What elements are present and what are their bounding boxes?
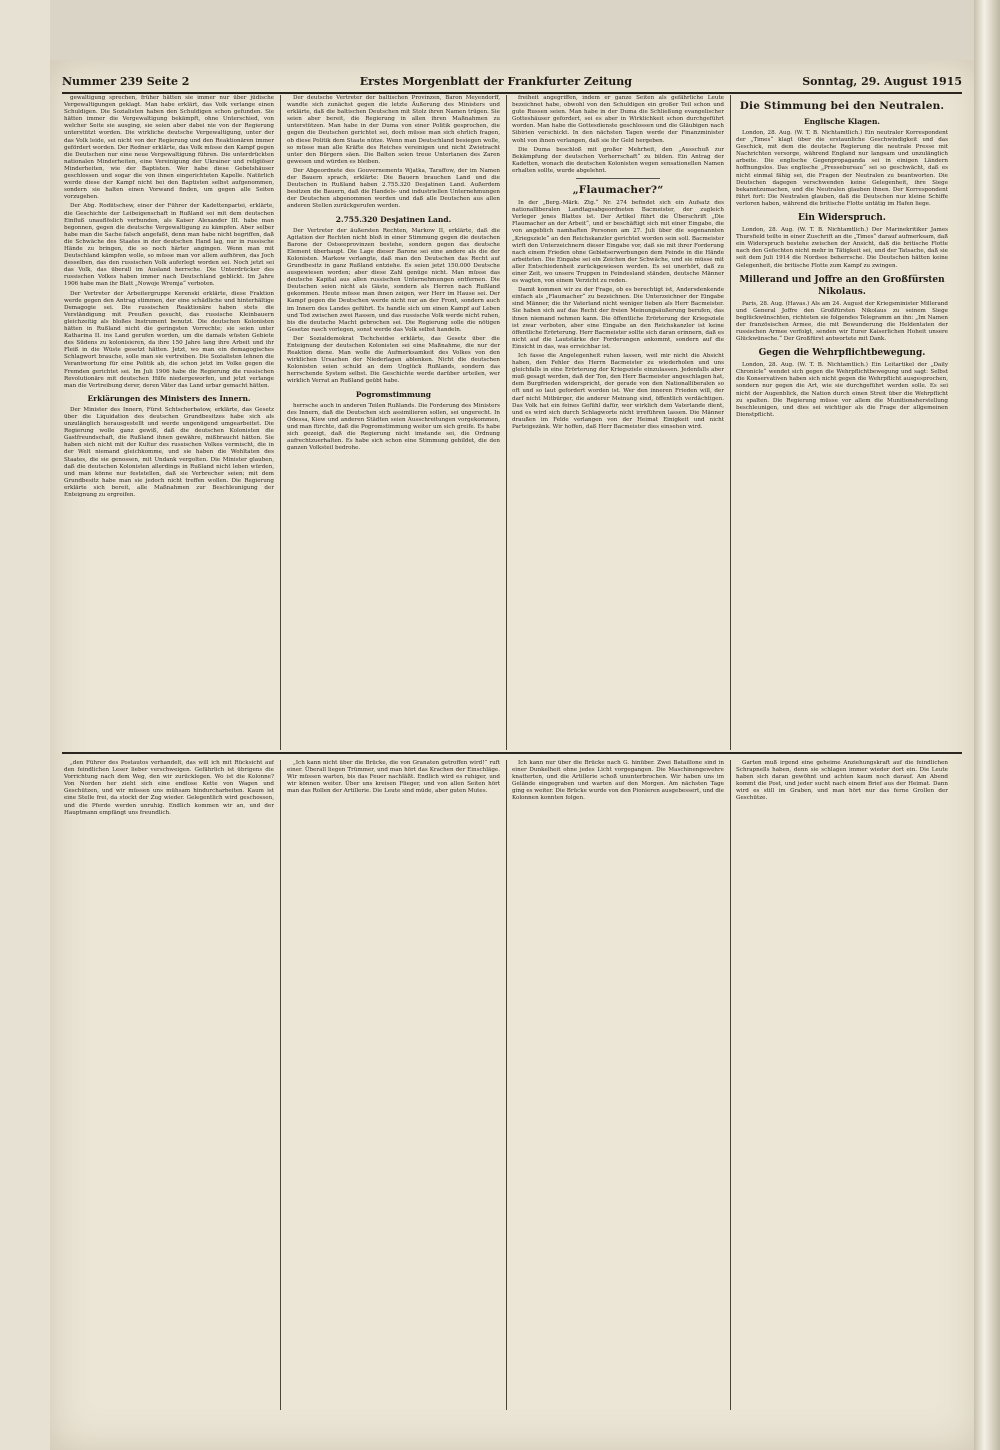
- paragraph: Paris, 28. Aug. (Havas.) Als am 24. August der Kriegsminister Millerand und General Joffre den Großfürsten Nikolaus zu seinem Siege beglückwünschten, richteten sie folgendes Telegramm an ihn: „Im Namen der französischen Armee, die mit Bewunderung die Heldentaten der russischen Armee verfolgt, senden wir Eurer Kaiserlichen Hoheit unsere Glückwünsche.“ Der Großfürst antwortete mit Dank.: [736, 300, 948, 343]
- column-rule: [730, 95, 731, 750]
- paragraph: Der deutsche Vertreter der baltischen Provinzen, Baron Meyendorff, wandte sich zunächst gegen die letzte Äußerung des Ministers und erklärte, daß die baltischen Deutschen mit Stolz ihren Namen trügen. Sie seien aber bereit, die Regierung in allen ihren Maßnahmen zu unterstützen. Man habe in der Duma von einer Politik gesprochen, die gegen die Deutschen gerichtet sei, doch müsse man sich ehrlich fragen, ob diese Politik dem Staate nütze. Wenn man Deutschland besiegen wolle, so müsse man alle Kräfte des Reiches vereinigen und nicht Zwietracht unter den Bürgern säen. Die Balten seien treue Untertanen des Zaren gewesen und würden es bleiben.: [287, 95, 500, 165]
- book-spine: [974, 0, 1000, 1450]
- column-4: [736, 95, 948, 745]
- heading-widerspruch: Ein Widerspruch.: [798, 213, 886, 224]
- issue-date: Sonntag, 29. August 1915: [802, 74, 962, 88]
- lower-column-1: [64, 760, 274, 1410]
- masthead: [62, 70, 962, 94]
- paragraph: Der Abg. Rodiitschew, einer der Führer der Kadettenpartei, erklärte, die Geschichte der Leibeigenschaft in Rußland sei mit dem deutschen Einfluß unauflöslich verbunden, als Kaiser Alexander III. habe man begonnen, gegen die deutsche Vergewaltigung zu kämpfen. Aber selber habe man die Sache falsch angefaßt, denn man habe nicht begriffen, daß die Schwäche des Staates in der deutschen Hand lag, nur in russische Hände zu bringen, die so noch härter angingen. Wenn man mit Deutschland kämpfen wolle, so müsse man vor allem aufhören, das Joch desselben, das den russischen Volk auferlegt worden sei. Noch jetzt sei das Volk, das überall im Ausland herrsche. Die Unterdrücker des russischen Volkes haben immer nach Deutschland geblickt. Im Jahre 1906 habe man ihr Blatt „Nowoje Wremja“ verboten.: [64, 203, 274, 288]
- page-margin-left: [0, 0, 50, 1450]
- paragraph: freiheit angegriffen, indem er ganze Seiten als gefährliche Leute bezeichnet habe, obwohl von den Schuldigen ein großer Teil schon und gute Russen seien. Man habe in der Duma die Schließung evangelischer Gotteshäuser gefordert, sei es aber in Wirklichkeit schon durchgeführt worden. Man habe die Gottesdienste geschlossen und die Gläubigen nach Sibirien verschickt. In den nächsten Tagen werde der Finanzminister wohl von ihnen verlangen, daß sie ihr Geld hergeben.: [512, 95, 724, 144]
- paragraph: Ich fasse die Angelegenheit ruhen lassen, weil mir nicht die Absicht haben, den Fehler des Herrn Bacmeister zu wiederholen und uns gleichfalls in eine Erörterung der Kriegsziele einzulassen. Jedenfalls aber muß gesagt werden, daß der Ton, den Herr Bacmeister angeschlagen hat, dem Burgfrieden widerspricht, der gerade von den Nationalliberalen so oft und so laut gefordert worden ist. Wer den inneren Frieden will, der darf nicht Mitbürger, die anderer Meinung sind, öffentlich verdächtigen. Das Volk hat ein feines Gefühl dafür, wer wirklich dem Vaterlande dient, und es wird sich durch Schlagworte nicht irreführen lassen. Die Männer draußen im Felde verlangen von der Heimat Einigkeit und nicht Parteigezänk. Wir hoffen, daß Herr Bacmeister dies einsehen wird.: [512, 353, 724, 430]
- paragraph: Der Sozialdemokrat Tschcheidse erklärte, das Gesetz über die Enteignung der deutschen Kolonisten sei eine Maßnahme, die nur der Reaktion diene. Man wolle die Aufmerksamkeit des Volkes von den wirklichen Ursachen der Niederlagen ablenken. Nicht die deutschen Kolonisten seien schuld an dem Unglück Rußlands, sondern das herrschende System selbst. Die Geschichte werde darüber urteilen, wer wirklich Verrat an Rußland geübt habe.: [287, 335, 500, 385]
- column-3: [512, 95, 724, 745]
- paragraph: Der Abgeordnete des Gouvernements Wjatka, Taraffow, der im Namen der Bauern sprach, erklärte: Die Bauern brauchen Land und die Deutschen in Rußland haben 2.755.320 Desjatinen Land. Außerdem besitzen die Bauern, daß die Handels- und industriellen Unternehmungen der Deutschen abgenommen werden und daß alle Deutschen aus allen anderen Stellen zurückgerufen werden.: [287, 167, 500, 210]
- paragraph: Ich kann nur über die Brücke nach G. hinüber. Zwei Bataillone sind in einer Dunkelheit ohne jedes Licht vorgegangen. Die Maschinengewehre knatterten, und die Artillerie schoß ununterbrochen. Wir haben uns im Gelände eingegraben und warten auf den Morgen. Am nächsten Tage ging es weiter. Die Brücke wurde von den Pionieren ausgebessert, und die Kolonnen konnten folgen.: [512, 760, 724, 802]
- paper-title: Erstes Morgenblatt der Frankfurter Zeitung: [359, 74, 632, 88]
- column-rule: [280, 760, 281, 1410]
- lower-column-3: [512, 760, 724, 1410]
- paragraph: „Ich kann nicht über die Brücke, die von Granaten getroffen wird!“ ruft einer. Überall liegen Trümmer, und man hört das Krachen der Einschläge. Wir müssen warten, bis das Feuer nachläßt. Endlich wird es ruhiger, und wir können weiter. Über uns kreisen Flieger, und von allen Seiten hört man das Rollen der Artillerie. Die Leute sind müde, aber guten Mutes.: [287, 760, 500, 795]
- paragraph: London, 28. Aug. (W. T. B. Nichtamtlich.) Der Marinekritiker James Thursfield teilte in einer Zuschrift an die „Times“ darauf aufmerksam, daß ein Widerspruch bestehe zwischen der Ansicht, daß die britische Flotte nach den Gefechten nicht mehr in Tätigkeit sei, und der Tatsache, daß sie seit dem Juli 1914 die Nordsee beherrsche. Die Deutschen hätten keine Gelegenheit, die britische Flotte zum Kampf zu zwingen.: [736, 227, 948, 269]
- paragraph: Die Duma beschloß mit großer Mehrheit, den „Ausschuß zur Bekämpfung der deutschen Vorherrschaft“ zu bilden. Ein Antrag der Kadetten, wonach die deutschen Kolonisten wegen sensationellen Namen erhalten sollte, wurde abgelehnt.: [512, 146, 724, 174]
- heading-land: 2.755.320 Desjatinen Land.: [335, 214, 452, 224]
- paragraph: London, 28. Aug. (W. T. B. Nichtamtlich.) Ein Leitartikel der „Daily Chronicle“ wendet sich gegen die Wehrpflichtbewegung und sagt: Selbst die Konservativen haben sich nicht gegen die Wehrpflicht ausgesprochen, sondern nur gegen die Art, wie sie durchgeführt werden solle. Es sei nicht der Augenblick, die Nation durch einen Streit über die Wehrpflicht zu spalten. Die Regierung müsse vor allem die Munitionsherstellung beschleunigen, und dies sei wichtiger als die Frage der allgemeinen Dienstpflicht.: [736, 362, 948, 418]
- paragraph: Der Vertreter der äußersten Rechten, Markow II, erklärte, daß die Agitation der Rechten nicht bloß in einer Stimmung gegen die deutschen Barone der Ostseeprovinzen bestehe, sondern gegen das deutsche Element überhaupt. Die Lage dieser Barone sei eine andere als die der Kolonisten. Markow verlangte, daß man den Deutschen das Recht auf Grundbesitz in ganz Rußland entziehe. Es seien jetzt 150.000 Deutsche ausgewiesen worden; aber diese Zahl genüge nicht. Man müsse das deutsche Kapital aus allen russischen Unternehmungen entfernen. Die Deutschen seien nicht als Gäste, sondern als Herren nach Rußland gekommen. Heute müsse man ihnen zeigen, wer Herr im Hause sei. Der Kampf gegen die Deutschen werde nicht nur an der Front, sondern auch im Innern des Landes geführt. Es handle sich um einen Kampf auf Leben und Tod zwischen zwei Rassen, und das russische Volk werde nicht ruhen, bis die deutsche Macht gebrochen sei. Die Regierung solle die nötigen Gesetze rasch vorlegen, sonst werde das Volk selbst handeln.: [287, 227, 500, 333]
- issue-number: Nummer 239 Seite 2: [62, 74, 190, 88]
- paragraph: London, 28. Aug. (W. T. B. Nichtamtlich.) Ein neutraler Korrespondent der „Times“ klagt über die erstaunliche Geschwindigkeit und das Geschick, mit dem die deutsche Regierung die neutrale Presse mit Nachrichten versorge, während England nur langsam und unzulänglich arbeite. Die englische Gegenpropaganda sei in einigen Ländern hoffnungslos. Das englische „Pressebureau“ sei so geschwächt, daß es nicht einmal fähig sei, die Fragen der Neutralen zu beantworten. Die Deutschen dagegen verschwenden keine Gelegenheit, ihre Siege bekanntzumachen, und die Neutralen glauben ihnen. Der Korrespondent führt fort: Die Neutralen glauben, daß die Deutschen nur kleine Schiffe verloren haben, während die britische Flotte untätig im Hafen liege.: [736, 130, 948, 207]
- paragraph: Damit kommen wir zu der Frage, ob es berechtigt ist, Andersdenkende einfach als „Flaumacher“ zu bezeichnen. Die Unterzeichner der Eingabe sind Männer, die ihr Vaterland nicht weniger lieben als Herr Bacmeister. Sie haben sich auf das Recht der freien Meinungsäußerung berufen, das ihnen niemand nehmen kann. Die öffentliche Erörterung der Kriegsziele ist zwar verboten, aber eine Eingabe an den Reichskanzler ist keine öffentliche Erörterung. Herr Bacmeister sollte sich daran erinnern, daß es nicht auf die Lautstärke der Forderungen ankommt, sondern auf die Einsicht in das, was erreichbar ist.: [512, 287, 724, 350]
- paragraph: „den Führer des Postautos verhandelt, das will ich mit Rücksicht auf den feindlichen Leser lieber verschweigen. Gefährlich ist übrigens die Vorrichtung nach dem Weg, den wir zurücklegen. Wo ist die Kolonne? Von Norden her zieht sich eine endlose Kette von Wagen und Geschützen, und wir müssen uns mühsam hindurcharbeiten. Kaum ist eine Stelle frei, da stockt der Zug wieder. Gelegentlich wird geschossen, und die Pferde werden unruhig. Endlich kommen wir an, und der Hauptmann empfängt uns freundlich.: [64, 760, 274, 816]
- heading-millerand: Millerand und Joffre an den Großfürsten Nikolaus.: [739, 274, 945, 297]
- paragraph: Garten muß irgend eine geheime Anziehungskraft auf die feindlichen Schrapnells haben, denn sie schlagen immer wieder dort ein. Die Leute haben sich daran gewöhnt und achten kaum noch darauf. Am Abend kommt die Post, und jeder sucht nach einem Brief aus der Heimat. Dann wird es still im Graben, und man hört nur das ferne Grollen der Geschütze.: [736, 760, 948, 802]
- column-rule: [280, 95, 281, 750]
- column-rule: [730, 760, 731, 1410]
- paragraph: herrsche auch in anderen Teilen Rußlands. Die Forderung des Ministers des Innern, daß die Deutschen sich assimilieren sollen, sei ungerecht. In Odessa, Kiew und anderen Städten seien Ausschreitungen vorgekommen, und man fürchte, daß die Pogromstimmung weiter um sich greife. Es habe sich gezeigt, daß die Regierung nicht imstande sei, die Ordnung aufrechtzuerhalten. Es habe sich schon eine Stimmung gebildet, die den ganzen Volksteil bedrohe.: [287, 402, 500, 452]
- heading-wehrpflicht: Gegen die Wehrpflichtbewegung.: [758, 348, 926, 359]
- heading-flaumacher: „Flaumacher?“: [572, 184, 664, 197]
- paragraph: Der Vertreter der Arbeitergruppe Kerenski erklärte, diese Fraktion werde gegen den Antrag stimmen, der eine schädliche und hinterhältige Demagogie sei. Die russischen Reaktionäre haben stets die Verständigung mit Preußen gesucht, das russische Kleinbauern gleichzeitig als bloßes Instrument benutzt. Die deutschen Kolonisten hätten in Rußland nicht die geringsten Vorrechte; sie seien unter Katharina II. ins Land gerufen worden, um die damals wüsten Gebiete des Südens zu kolonisieren, da ihre 150 Jahre lang ihre Arbeit und ihr Fleiß in die Wüste gesetzt hätten. Jetzt, wo man ein demagogisches Schlagwort brauche, solle man sie vertreiben. Die Sozialisten lehnen die Verantwortung für eine Politik ab, die schon jetzt im Volke gegen die Fremden gerichtet sei. Im Juli 1906 habe die Regierung die russischen Revolutionäre mit deutschen Hilfe niedergeworfen, und jetzt verlange man die Vertreibung derer, deren Väter das Land urbar gemacht hätten.: [64, 290, 274, 389]
- feuilleton-rule: [62, 752, 962, 754]
- heading-pogrom: Pogromstimmung: [355, 389, 432, 399]
- column-rule: [506, 760, 507, 1410]
- lower-column-4: [736, 760, 948, 1410]
- column-rule: [506, 95, 507, 750]
- heading-neutrals: Die Stimmung bei den Neutralen.: [739, 100, 945, 112]
- paragraph: In der „Berg.-Märk. Ztg.“ Nr. 274 befindet sich ein Aufsatz des nationalliberalen Landtagsabgeordneten Bacmeister, der zugleich Verleger jenes Blattes ist. Der Artikel führt die Überschrift „Die Flaumacher an der Arbeit“, und er beschäftigt sich mit einer Eingabe, die von angeblich namhaften Personen am 27. Juli über die sogenannten „Kriegsziele“ an den Reichskanzler gerichtet worden sein soll. Bacmeister wirft den Unterzeichnern dieser Eingabe vor, daß sie mit ihrer Forderung nach einem Frieden ohne Gebietserwerbungen dem Feinde in die Hände arbeiteten. Die Eingabe sei ein Zeichen der Schwäche, und sie müsse mit aller Entschiedenheit zurückgewiesen werden. Es sei unerhört, daß zu einer Zeit, wo unsere Truppen in Feindesland ständen, deutsche Männer es wagten, von einem Verzicht zu reden.: [512, 200, 724, 285]
- paragraph: gewaltigung sprechen, früher hätten sie immer nur über jüdische Vergewaltigungen geklagt. Man habe erklärt, das Volk verlange einen Schuldigen. Die Sozialisten haben den Schuldigen schon gefunden. Sie hätten immer die Vergewaltigung bekämpft, ohne Unterschied, von welcher Seite sie ausging, sie seien aber dabei nie von der Regierung unterstützt worden. Die wirkliche deutsche Vergewaltigung, unter der das Volk leide, sei nicht von der Regierung und den Reaktionären immer gefördert worden. Der Redner erklärte, das Volk müsse den Kampf gegen die Deutschen nur eine neue Vergewaltigung führen. Die unterdrückten nationalen Minderheiten, eine Vereinigung der Ukrainer und religiöser Minderheiten, wie der Baptisten. Wer habe diese Gebetshäuser geschlossen und sogar die von ihnen eingerichteten Kapelle. Natürlich werde diese der Kampf nicht bei den Baptisten selbst aufgenommen, sondern sie halten einen Vorwand finden, um gegen alle Seiten vorzugehen.: [64, 95, 274, 201]
- column-2: [287, 95, 500, 745]
- lower-column-2: [287, 760, 500, 1410]
- divider: [576, 178, 661, 179]
- heading-ministry: Erklärungen des Ministers des Innern.: [87, 393, 251, 403]
- paragraph: Der Minister des Innern, Fürst Schtscherbatow, erklärte, das Gesetz über die Liquidation des deutschen Grundbesitzes habe sich als unzulänglich herausgestellt und werde ungenügend umgearbeitet. Die Regierung wolle ganz gewiß, daß die deutschen Kolonisten die Gastfreundschaft, die Rußland ihnen gewähre, mißbraucht hätten. Sie haben sich nicht mit der Kultur des russischen Volkes vermischt, die in der Welt niemand gleichkomme, und sie haben die Wohltaten des Staates, die sie genossen, mit Undank vergolten. Die Minister glauben, daß die deutschen Kolonisten allerdings in Rußland nicht leben würden, und man könne nur feststellen, daß sie Verbrecher seien; mit dem Grundbesitz habe man sie jedoch nicht treffen wollen. Die Regierung erklärte sich bereit, alle Maßnahmen zur Beschleunigung der Enteignung zu ergreifen.: [64, 406, 274, 498]
- column-1: [64, 95, 274, 745]
- heading-english: Englische Klagen.: [803, 117, 881, 126]
